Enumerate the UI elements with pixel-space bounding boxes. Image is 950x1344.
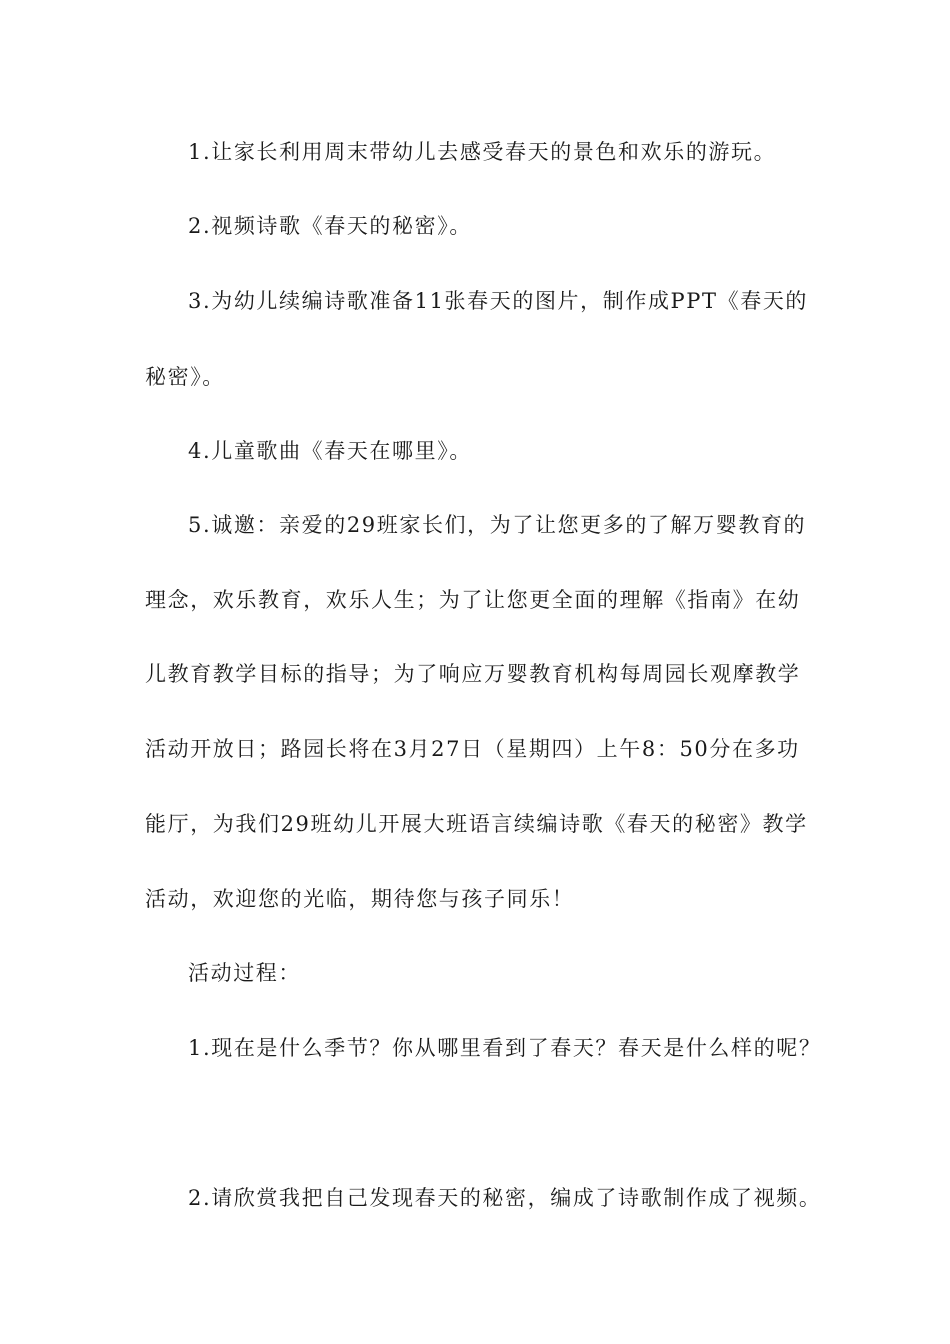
text-line-prep-4: 4.儿童歌曲《春天在哪里》。 [188, 439, 472, 463]
text-line-prep-2: 2.视频诗歌《春天的秘密》。 [188, 214, 472, 238]
text-line-prep-3-cont: 秘密》。 [145, 365, 225, 389]
text-line-prep-3: 3.为幼儿续编诗歌准备11张春天的图片，制作成PPT《春天的 [188, 289, 809, 313]
text-line-invite-1: 5.诚邀：亲爱的29班家长们，为了让您更多的了解万婴教育的 [188, 513, 807, 537]
text-line-invite-4: 活动开放日；路园长将在3月27日（星期四）上午8：50分在多功 [145, 737, 800, 761]
text-line-invite-5: 能厅，为我们29班幼儿开展大班语言续编诗歌《春天的秘密》教学 [145, 812, 808, 836]
text-line-invite-3: 儿教育教学目标的指导；为了响应万婴教育机构每周园长观摩教学 [145, 662, 801, 686]
text-line-invite-2: 理念，欢乐教育，欢乐人生；为了让您更全面的理解《指南》在幼 [145, 588, 801, 612]
section-heading-process: 活动过程： [188, 961, 301, 985]
text-line-process-1: 1.现在是什么季节？你从哪里看到了春天？春天是什么样的呢？ [188, 1036, 822, 1060]
text-line-process-2: 2.请欣赏我把自己发现春天的秘密，编成了诗歌制作成了视频。 [188, 1186, 822, 1210]
text-line-prep-1: 1.让家长利用周末带幼儿去感受春天的景色和欢乐的游玩。 [188, 140, 777, 164]
text-line-invite-6: 活动，欢迎您的光临，期待您与孩子同乐！ [145, 887, 575, 911]
